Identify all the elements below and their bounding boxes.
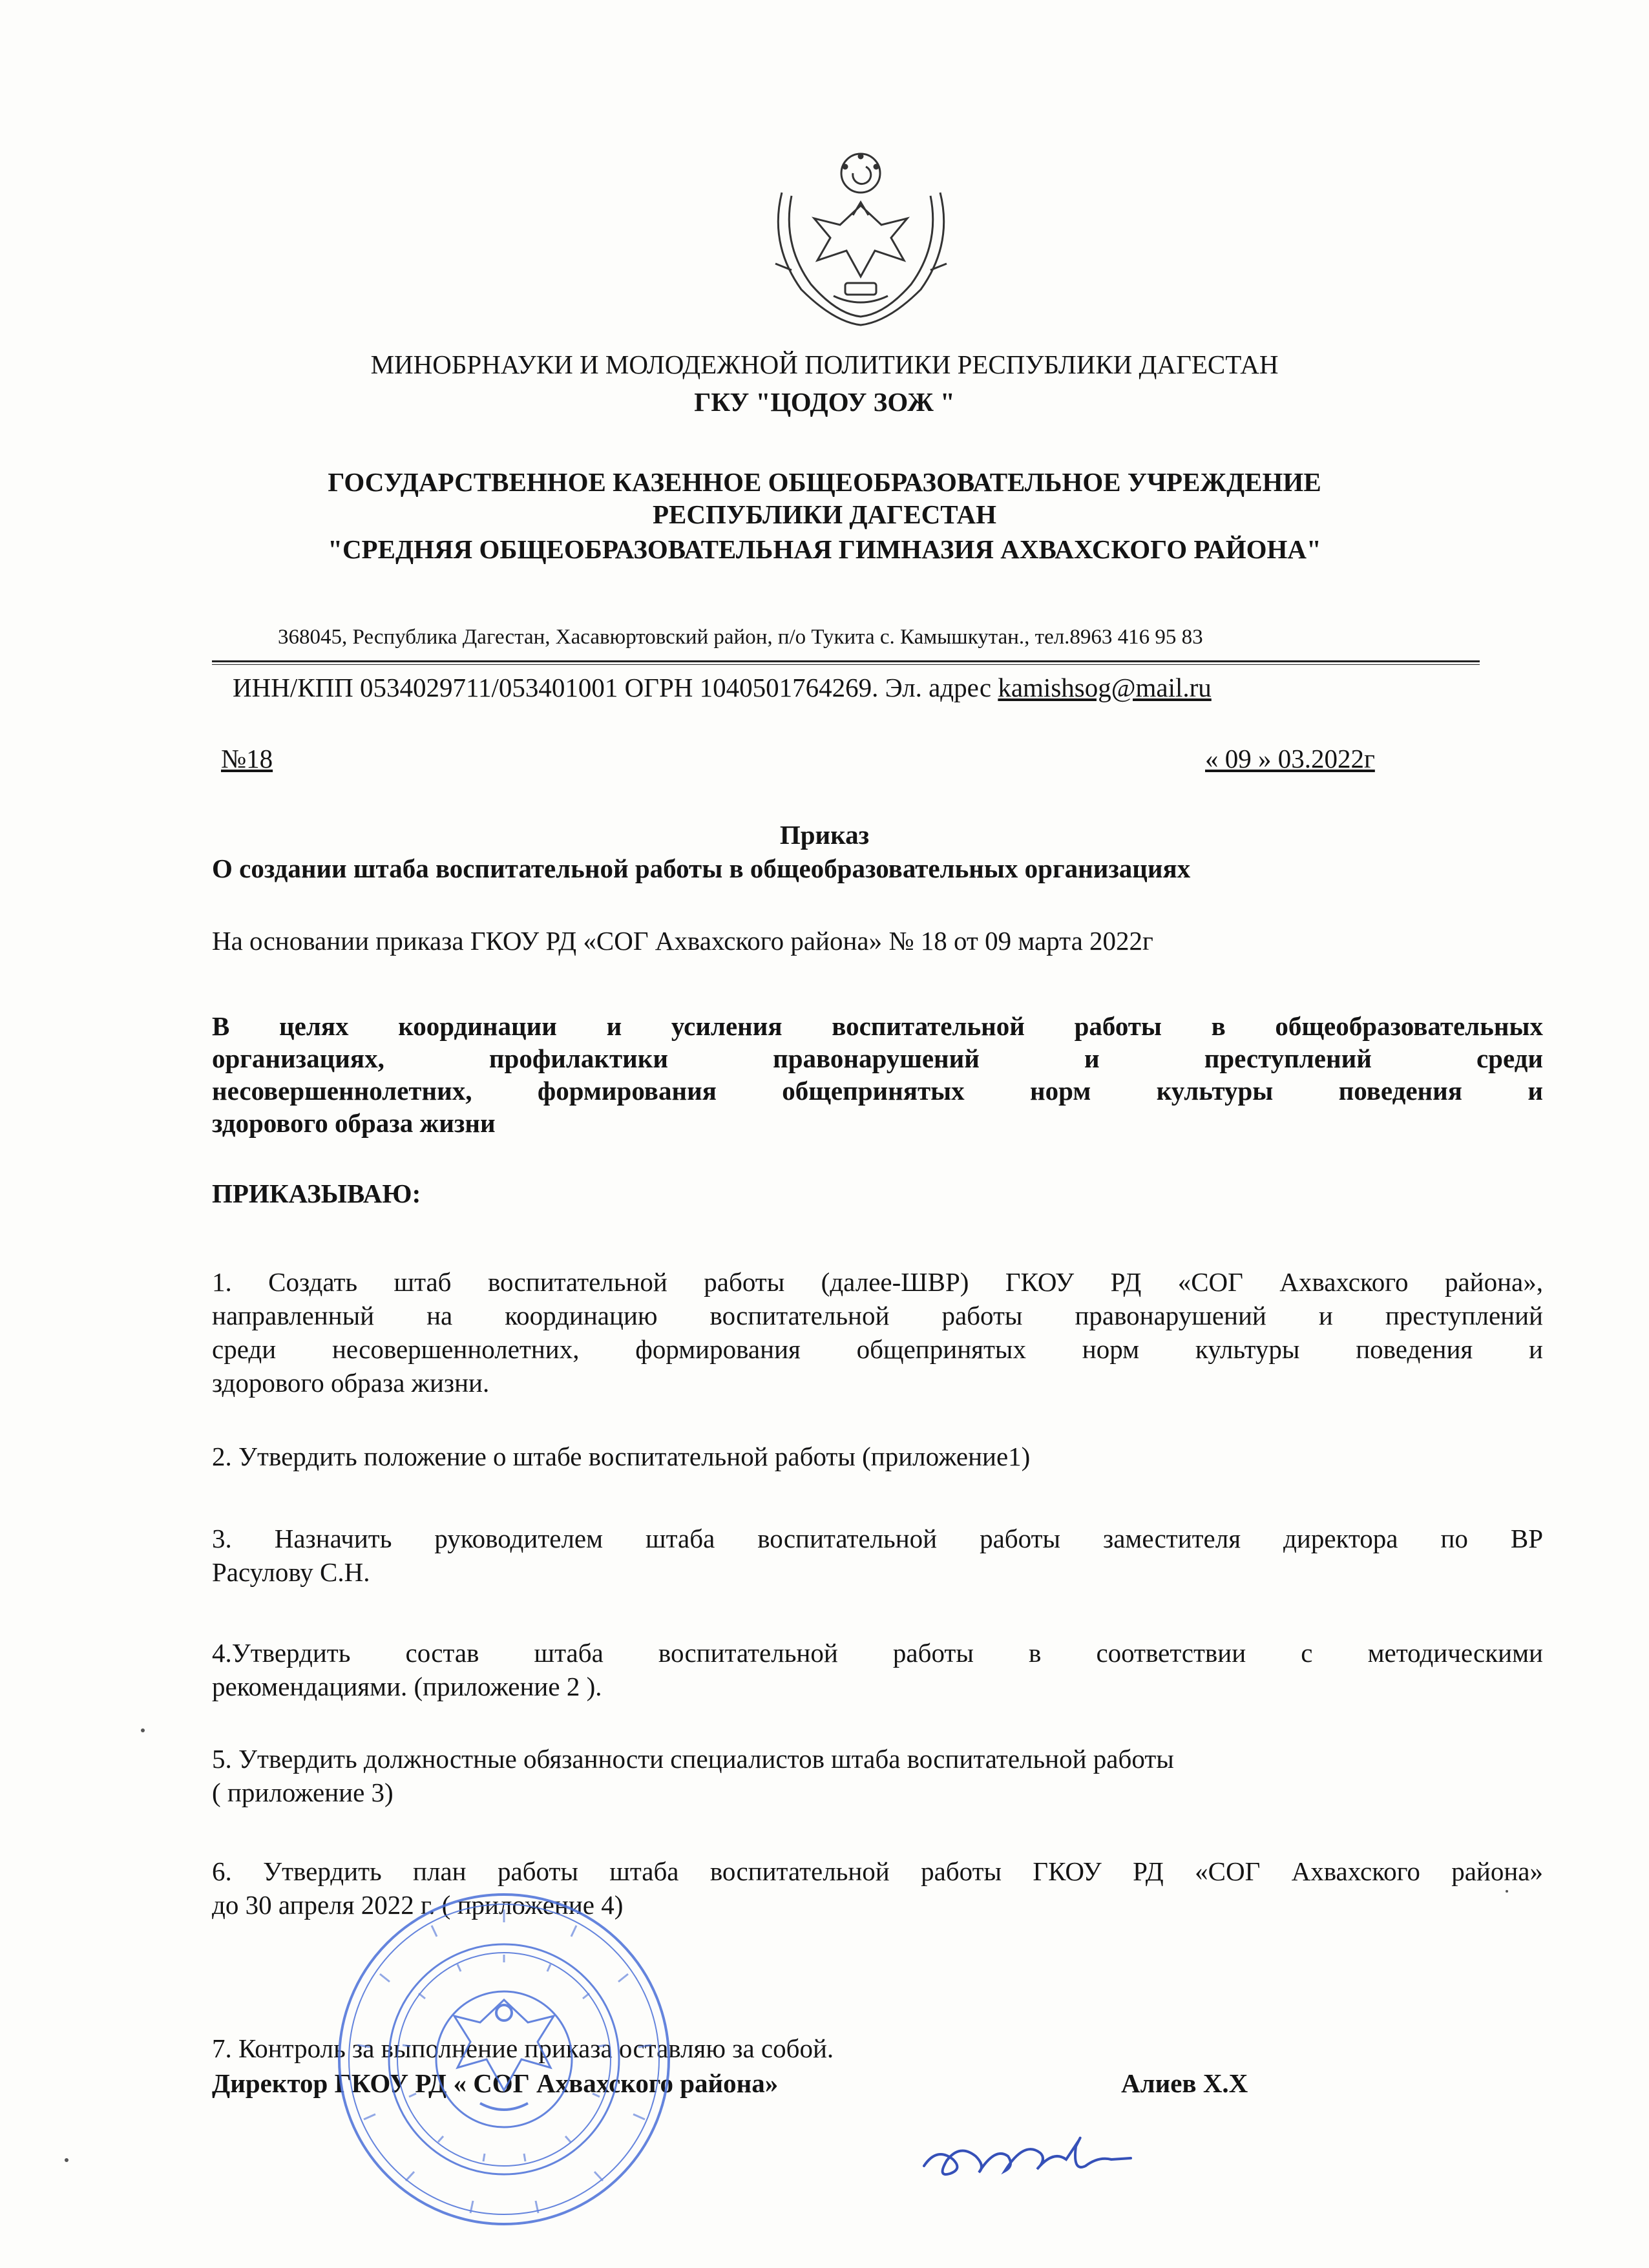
handwritten-signature-icon [918,2121,1137,2192]
item-2: 2. Утвердить положение о штабе воспитательной работы (приложение1) [212,1442,1031,1471]
order-basis: На основании приказа ГКОУ РД «СОГ Ахвахского района» № 18 от 09 марта 2022г [212,926,1153,956]
order-date: « 09 » 03.2022г [1205,744,1375,773]
requisites-text: ИНН/КПП 0534029711/053401001 ОГРН 1040501764269. Эл. адрес [233,673,998,702]
item-5-line-1: 5. Утвердить должностные обязанности специалистов штаба воспитательной работы [212,1744,1174,1774]
scan-speck [1506,1890,1508,1893]
item-3-line-1: 3. Назначить руководителем штаба воспитательной работы заместителя директора по ВР [212,1524,1543,1553]
purpose-line-1: В целях координации и усиления воспитательной работы в общеобразовательных [212,1011,1543,1041]
item-4-line-1: 4.Утвердить состав штаба воспитательной работы в соответствии с методическими [212,1638,1543,1668]
header-divider-thin [212,664,1480,665]
purpose-line-3: несовершеннолетних, формирования общепринятых норм культуры поведения и [212,1076,1543,1106]
ministry-line: МИНОБРНАУКИ И МОЛОДЕЖНОЙ ПОЛИТИКИ РЕСПУБЛИКИ ДАГЕСТАН [370,350,1279,379]
purpose-line-2: организациях, профилактики правонарушений и преступлений среди [212,1044,1543,1073]
institution-line-3: "СРЕДНЯЯ ОБЩЕОБРАЗОВАТЕЛЬНАЯ ГИМНАЗИЯ АХВАХСКОГО РАЙОНА" [328,534,1321,564]
order-number: №18 [221,744,273,773]
scan-speck [141,1728,145,1732]
item-1-line-3: среди несовершеннолетних, формирования общепринятых норм культуры поведения и [212,1334,1543,1364]
item-1-line-2: направленный на координацию воспитательной работы правонарушений и преступлений [212,1301,1543,1330]
purpose-line-4: здорового образа жизни [212,1108,496,1138]
signer-name: Алиев Х.Х [1121,2068,1248,2098]
item-3-line-2: Расулову С.Н. [212,1557,370,1587]
item-5-line-2: ( приложение 3) [212,1778,394,1807]
item-1-line-4: здорового образа жизни. [212,1368,490,1398]
dagestan-coat-of-arms-icon [756,147,966,331]
signer-position: Директор ГКОУ РД « СОГ Ахвахского района» [212,2068,779,2098]
institution-line-1: ГОСУДАРСТВЕННОЕ КАЗЕННОЕ ОБЩЕОБРАЗОВАТЕЛЬНОЕ УЧРЕЖДЕНИЕ [328,467,1321,497]
item-7: 7. Контроль за выполнение приказа оставляю за собой. [212,2033,834,2063]
order-subject: О создании штаба воспитательной работы в общеобразовательных организациях [212,854,1191,883]
item-1-line-1: 1. Создать штаб воспитательной работы (далее-ШВР) ГКОУ РД «СОГ Ахвахского района», [212,1267,1543,1297]
email-link[interactable]: kamishsog@mail.ru [998,673,1212,702]
center-name: ГКУ "ЦОДОУ ЗОЖ " [694,387,955,417]
requisites-line [233,672,1212,703]
header-divider [212,660,1480,662]
item-4-line-2: рекомендациями. (приложение 2 ). [212,1672,602,1701]
item-6-line-1: 6. Утвердить план работы штаба воспитательной работы ГКОУ РД «СОГ Ахвахского района» [212,1856,1543,1886]
order-title: Приказ [779,820,870,850]
command-word: ПРИКАЗЫВАЮ: [212,1179,421,1208]
institution-line-2: РЕСПУБЛИКИ ДАГЕСТАН [652,499,997,529]
address-line: 368045, Республика Дагестан, Хасавюртовский район, п/о Тукита с. Камышкутан., тел.8963 416 95 83 [278,625,1203,649]
round-official-seal-icon [335,1890,674,2229]
item-6-line-2: до 30 апреля 2022 г. ( приложение 4) [212,1890,624,1920]
scan-speck [65,2158,68,2162]
